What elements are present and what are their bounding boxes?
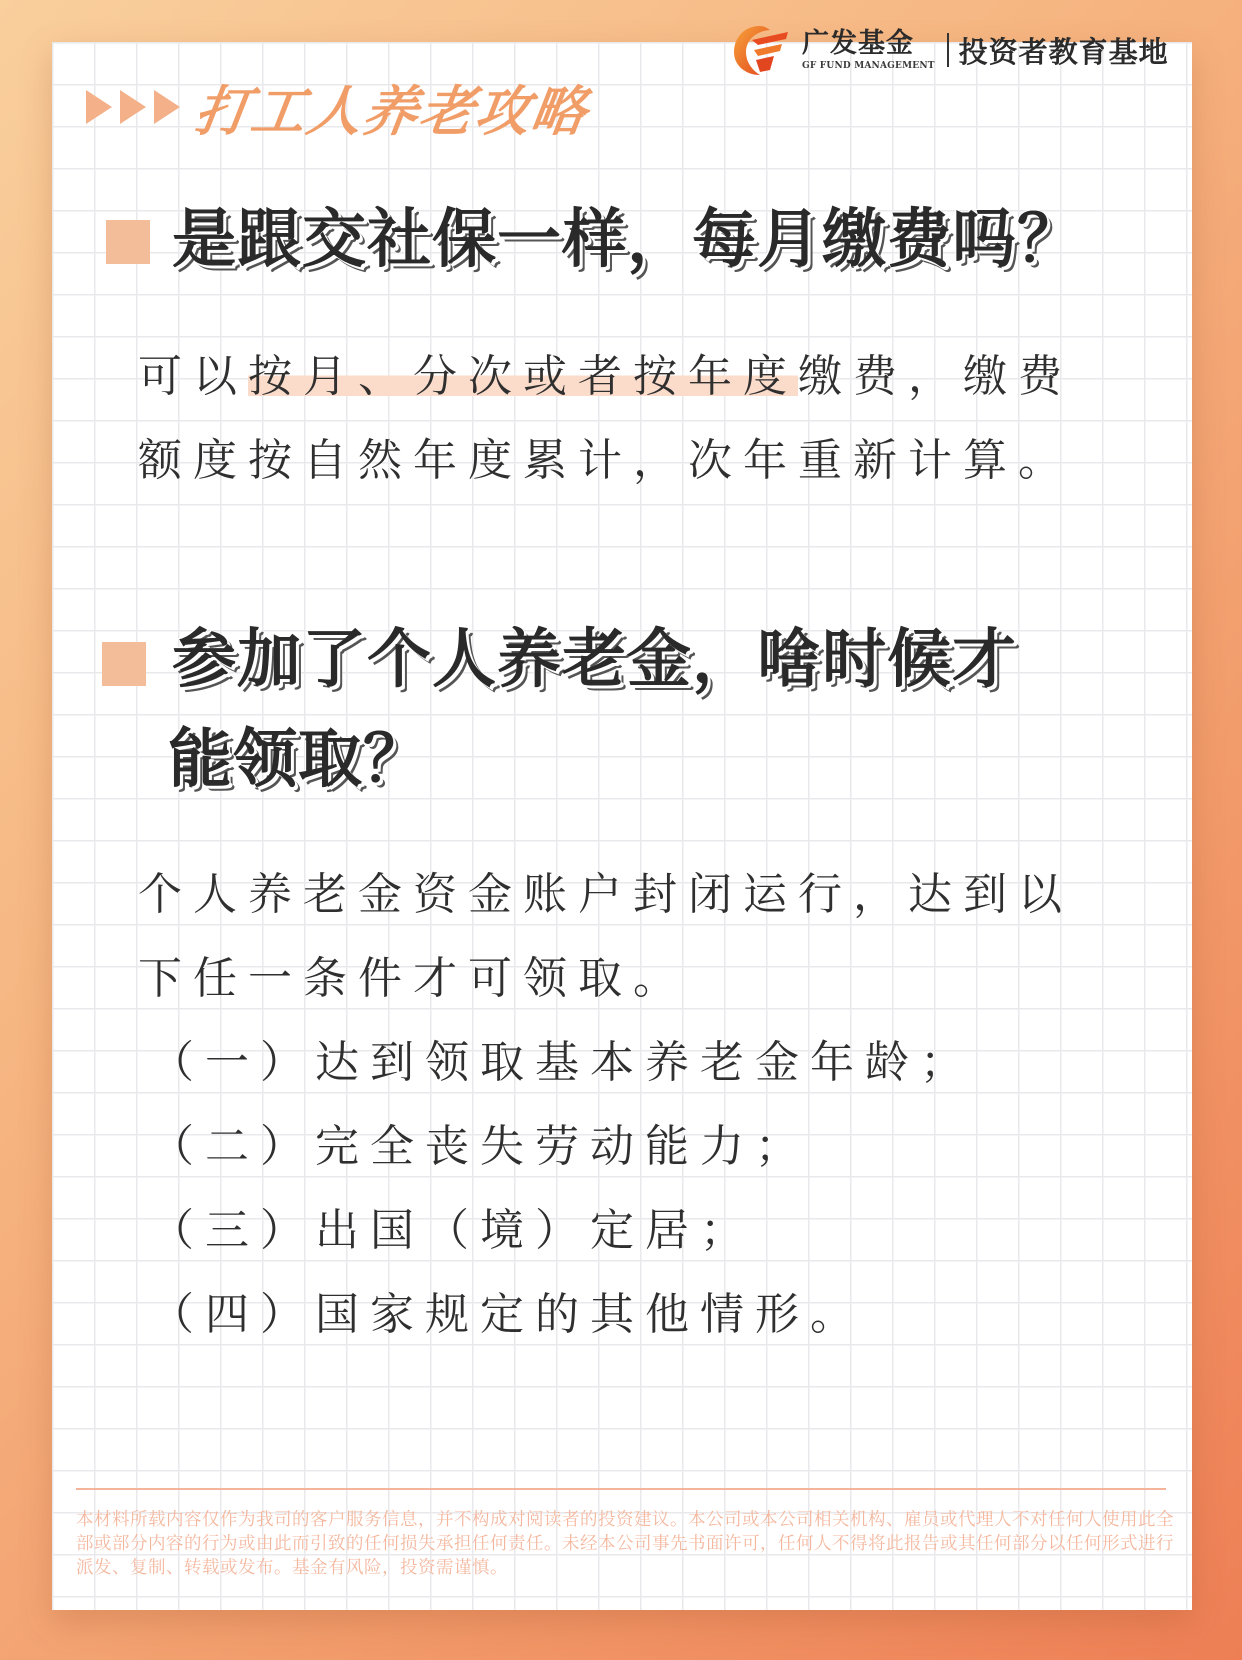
bullet-square-icon	[106, 220, 150, 264]
gf-logo-icon	[730, 22, 792, 78]
answer-line	[138, 340, 1073, 404]
brand-name-en: GF FUND MANAGEMENT	[802, 61, 935, 71]
answer-line: （四）国家规定的其他情形。	[150, 1289, 865, 1340]
question-title: 是跟交社保一样，每月缴费吗？	[172, 203, 1082, 277]
brand-name-cn: 广发基金	[802, 28, 914, 59]
arrow-icon	[154, 90, 180, 124]
answer-line: 下任一条件才可领取。	[138, 953, 688, 1004]
answer-highlight: 按月、分次或者按年度	[248, 351, 798, 402]
answer-text: 额度按自然年度累计，次年重新计算。	[138, 435, 1073, 486]
answer-line: （二）完全丧失劳动能力；	[150, 1121, 810, 1172]
answer-line: （三）出国（境）定居；	[150, 1205, 755, 1256]
brand-name-block	[802, 29, 935, 71]
answer-line: （一）达到领取基本养老金年龄；	[150, 1037, 975, 1088]
question-1	[106, 190, 1186, 300]
series-header	[86, 72, 592, 143]
brand-subtitle: 投资者教育基地	[958, 34, 1169, 69]
brand-header	[730, 18, 1200, 82]
answer-line	[138, 424, 1073, 488]
series-title: 打工人养老攻略	[191, 79, 592, 143]
arrow-icon	[86, 90, 112, 124]
answer-text: 缴费，缴费	[798, 351, 1073, 402]
footer-divider	[76, 1488, 1166, 1490]
disclaimer-text: 本材料所载内容仅作为我司的客户服务信息，并不构成对阅读者的投资建议。本公司或本公司相关机构、雇员或代理人不对任何人使用此全部或部分内容的行为或由此而引致的任何损失承担任何责任。未经本公司事先书面许可，任何人不得将此报告或其任何部分以任何形式进行派发、复制、转载或发布。基金有风险，投资需谨慎。	[76, 1510, 1174, 1578]
question-title: 参加了个人养老金，啥时候才	[172, 623, 1017, 697]
question-2	[106, 610, 1186, 810]
arrow-icon	[120, 90, 146, 124]
question-title: 能领取？	[168, 723, 428, 797]
answer-line: 个人养老金资金账户封闭运行，达到以	[138, 869, 1073, 920]
answer-text: 可以	[138, 351, 248, 402]
brand-divider	[947, 33, 949, 67]
bullet-square-icon	[102, 642, 146, 686]
